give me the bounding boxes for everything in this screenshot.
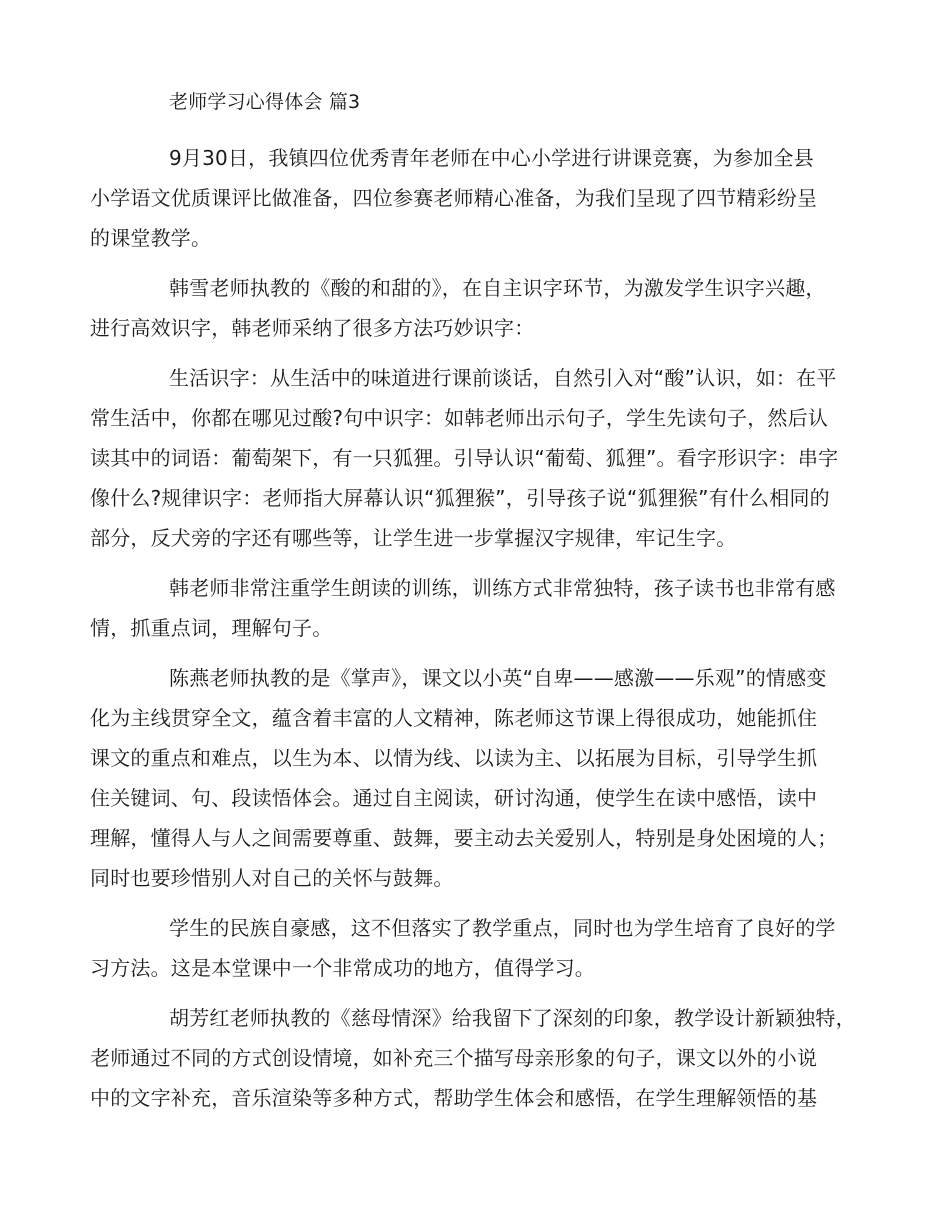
text-line: 胡芳红老师执教的《慈母情深》给我留下了深刻的印象，教学设计新颖独特， bbox=[169, 1006, 856, 1030]
page-title: 老师学习心得体会 篇3 bbox=[169, 91, 361, 113]
text-line: 习方法。这是本堂课中一个非常成功的地方，值得学习。 bbox=[90, 956, 595, 980]
text-line: 进行高效识字，韩老师采纳了很多方法巧妙识字： bbox=[90, 316, 535, 340]
text-line: 小学语文优质课评比做准备，四位参赛老师精心准备，为我们呈现了四节精彩纷呈 bbox=[90, 186, 818, 210]
text-line: 学生的民族自豪感，这不但落实了教学重点，同时也为学生培育了良好的学 bbox=[169, 916, 836, 940]
text-line: 的课堂教学。 bbox=[90, 226, 212, 250]
text-line: 9月30日，我镇四位优秀青年老师在中心小学进行讲课竞赛，为参加全县 bbox=[169, 146, 814, 170]
text-line: 部分，反犬旁的字还有哪些等，让学生进一步掌握汉字规律，牢记生字。 bbox=[90, 526, 737, 550]
text-line: 住关键词、句、段读悟体会。通过自主阅读，研讨沟通，使学生在读中感悟，读中 bbox=[90, 786, 818, 810]
text-line: 读其中的词语：葡萄架下，有一只狐狸。引导认识“葡萄、狐狸”。看字形识字：串字 bbox=[90, 446, 839, 470]
text-line: 常生活中，你都在哪见过酸?句中识字：如韩老师出示句子，学生先读句子，然后认 bbox=[90, 406, 829, 430]
text-line: 同时也要珍惜别人对自己的关怀与鼓舞。 bbox=[90, 866, 454, 890]
text-line: 像什么?规律识字：老师指大屏幕认识“狐狸猴”，引导孩子说“狐狸猴”有什么相同的 bbox=[90, 486, 830, 510]
text-line: 理解，懂得人与人之间需要尊重、鼓舞，要主动去关爱别人，特别是身处困境的人； bbox=[90, 826, 838, 850]
text-line: 韩雪老师执教的《酸的和甜的》，在自主识字环节，为激发学生识字兴趣， bbox=[169, 276, 826, 300]
text-line: 课文的重点和难点，以生为本、以情为线、以读为主、以拓展为目标，引导学生抓 bbox=[90, 746, 818, 770]
text-line: 陈燕老师执教的是《掌声》，课文以小英“自卑——感激——乐观”的情感变 bbox=[169, 666, 827, 690]
text-line: 生活识字：从生活中的味道进行课前谈话，自然引入对“酸”认识，如：在平 bbox=[169, 366, 837, 390]
text-line: 中的文字补充，音乐渲染等多种方式，帮助学生体会和感悟，在学生理解领悟的基 bbox=[90, 1086, 818, 1110]
text-line: 老师通过不同的方式创设情境，如补充三个描写母亲形象的句子，课文以外的小说 bbox=[90, 1046, 818, 1070]
text-line: 韩老师非常注重学生朗读的训练，训练方式非常独特，孩子读书也非常有感 bbox=[169, 576, 836, 600]
text-line: 情，抓重点词，理解句子。 bbox=[90, 616, 333, 640]
text-line: 化为主线贯穿全文，蕴含着丰富的人文精神，陈老师这节课上得很成功，她能抓住 bbox=[90, 706, 818, 730]
